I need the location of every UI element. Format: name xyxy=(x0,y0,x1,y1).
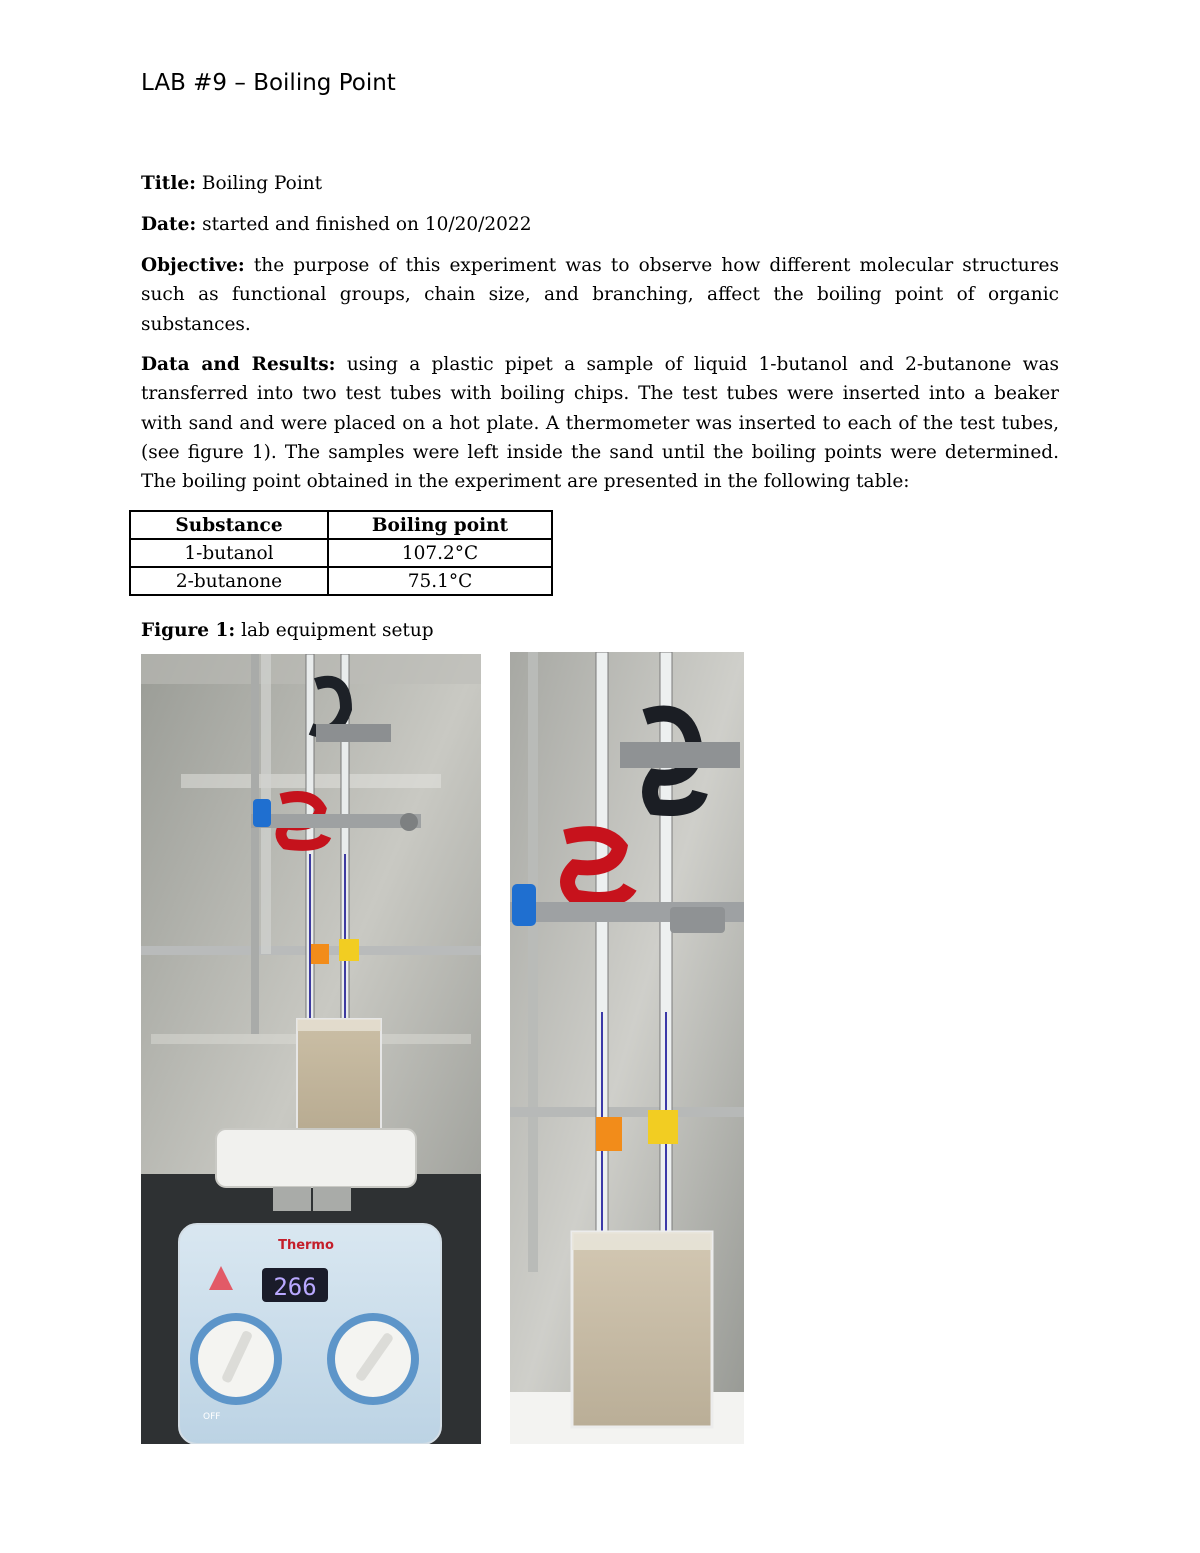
title-label: Title: xyxy=(141,173,196,194)
data-results-label: Data and Results: xyxy=(141,354,336,375)
title-line xyxy=(141,169,1059,198)
table-cell: 1-butanol xyxy=(130,539,328,567)
lab-photo-hotplate xyxy=(141,654,481,1444)
knob-off-label: OFF xyxy=(203,1412,221,1422)
figure-caption-label: Figure 1: xyxy=(141,620,236,641)
date-line xyxy=(141,210,1059,239)
table-cell: 2-butanone xyxy=(130,567,328,595)
lab-heading: LAB #9 – Boiling Point xyxy=(141,70,396,96)
objective-label: Objective: xyxy=(141,255,245,276)
table-row xyxy=(130,567,552,595)
date-value: started and finished on 10/20/2022 xyxy=(202,214,532,235)
data-results-text: using a plastic pipet a sample of liquid 1-butanol and 2-butanone was transferred into two test tubes with boiling chips. The test tubes were inserted into a beaker with sand and were placed on a hot plate. A thermometer was inserted to each of the test tubes, (see figure 1). The samples were left inside the sand until the boiling points were determined. The boiling point obtained in the experiment are presented in the following table: xyxy=(141,354,1059,493)
date-label: Date: xyxy=(141,214,197,235)
objective-paragraph xyxy=(141,251,1059,339)
title-value: Boiling Point xyxy=(201,173,323,194)
table-cell: 107.2°C xyxy=(328,539,552,567)
figure-caption-text: lab equipment setup xyxy=(241,620,434,641)
table-cell: 75.1°C xyxy=(328,567,552,595)
objective-text: the purpose of this experiment was to observe how different molecular structures such as functional groups, chain size, and branching, affect the boiling point of organic substances. xyxy=(141,255,1059,335)
hotplate-temperature-display: 266 xyxy=(273,1273,317,1301)
table-header-row xyxy=(130,511,552,539)
table-row xyxy=(130,539,552,567)
lab-photo-closeup xyxy=(510,652,744,1444)
table-header-cell: Boiling point xyxy=(328,511,552,539)
data-results-paragraph xyxy=(141,350,1059,496)
figure-caption xyxy=(141,620,434,641)
boiling-point-table xyxy=(129,510,553,596)
table-header-cell: Substance xyxy=(130,511,328,539)
hotplate-brand: Thermo xyxy=(278,1238,334,1253)
